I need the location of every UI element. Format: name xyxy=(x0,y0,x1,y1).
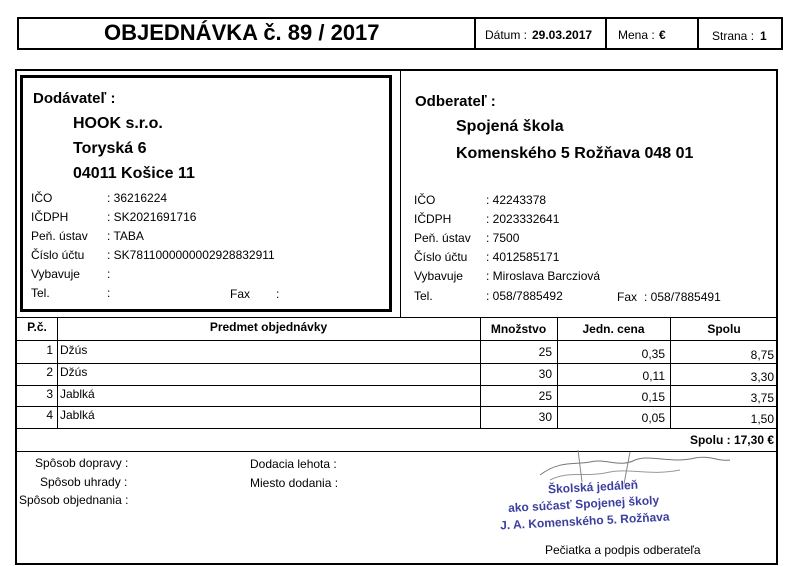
grand-total: Spolu : 17,30 € xyxy=(689,433,774,447)
page-label: Strana : xyxy=(712,29,755,43)
table-row-item: Džús xyxy=(60,365,88,379)
table-top-border xyxy=(15,317,778,318)
document-title: OBJEDNÁVKA č. 89 / 2017 xyxy=(104,20,380,45)
table-row-price: 0,35 xyxy=(641,347,665,361)
table-row-total: 8,75 xyxy=(750,348,774,362)
table-row-total: 1,50 xyxy=(750,412,774,426)
supplier-ico-value: : 36216224 xyxy=(107,191,168,205)
delivery-method-label: Spôsob dopravy : xyxy=(35,456,129,470)
stamp-line: ako súčasť Spojenej školy xyxy=(507,493,660,515)
customer-ico-value: : 42243378 xyxy=(486,193,547,207)
table-row-qty: 30 xyxy=(538,367,552,381)
table-row-no: 4 xyxy=(46,408,53,422)
col-header-qty: Množstvo xyxy=(490,322,547,336)
supplier-ico-label: IČO xyxy=(31,191,53,205)
delivery-deadline-label: Dodacia lehota : xyxy=(250,457,337,471)
supplier-city: 04011 Košice 11 xyxy=(73,165,195,182)
customer-account-value: : 4012585171 xyxy=(486,250,560,264)
table-row-no: 1 xyxy=(46,343,53,357)
table-row-border xyxy=(15,385,778,386)
supplier-account-value: : SK7811000000002928832911 xyxy=(107,248,275,262)
customer-icdph-label: IČDPH xyxy=(414,212,452,226)
supplier-account-label: Číslo účtu xyxy=(31,248,85,262)
supplier-tel-label: Tel. xyxy=(31,286,50,300)
table-row-border xyxy=(15,363,778,364)
supplier-fax-value: : xyxy=(276,287,280,301)
supplier-bank-label: Peň. ústav xyxy=(31,229,88,243)
table-row-item: Jablká xyxy=(60,408,95,422)
col-header-no: P.č. xyxy=(27,320,47,334)
table-row-no: 2 xyxy=(46,365,53,379)
col-header-item: Predmet objednávky xyxy=(209,320,328,334)
table-row-border xyxy=(15,428,778,429)
supplier-street: Toryská 6 xyxy=(73,140,147,157)
delivery-place-label: Miesto dodania : xyxy=(250,476,339,490)
table-row-qty: 25 xyxy=(538,389,552,403)
customer-bank-label: Peň. ústav xyxy=(414,231,471,245)
payment-method-label: Spôsob uhrady : xyxy=(40,475,128,489)
customer-heading: Odberateľ : xyxy=(415,93,496,110)
table-row-price: 0,11 xyxy=(642,369,665,383)
currency-value: € xyxy=(659,28,666,42)
header-divider xyxy=(697,17,699,50)
customer-ico-label: IČO xyxy=(414,193,436,207)
supplier-contact-label: Vybavuje xyxy=(31,267,80,281)
supplier-fax-label: Fax xyxy=(230,287,251,301)
customer-tel-value: : 058/7885492 xyxy=(486,289,563,303)
col-header-price: Jedn. cena xyxy=(582,322,645,336)
table-row-price: 0,05 xyxy=(641,411,665,425)
date-label: Dátum : xyxy=(485,28,528,42)
customer-fax-value: : 058/7885491 xyxy=(644,290,721,304)
customer-name: Spojená škola xyxy=(456,118,564,135)
signature-caption: Pečiatka a podpis odberateľa xyxy=(545,543,701,557)
table-row-qty: 30 xyxy=(538,410,552,424)
page-number: 1 xyxy=(760,29,767,43)
table-header-border xyxy=(15,340,778,341)
table-row-qty: 25 xyxy=(538,345,552,359)
order-method-label: Spôsob objednania : xyxy=(19,493,129,507)
customer-icdph-value: : 2023332641 xyxy=(486,212,560,226)
table-row-item: Džús xyxy=(60,343,88,357)
customer-account-label: Číslo účtu xyxy=(414,250,468,264)
customer-contact-value: : Miroslava Barcziová xyxy=(486,269,601,283)
stamp-line: J. A. Komenského 5. Rožňava xyxy=(499,509,670,533)
stamp-line: Školská jedáleň xyxy=(547,477,639,497)
supplier-contact-value: : xyxy=(107,267,111,281)
currency-label: Mena : xyxy=(618,28,655,42)
parties-divider xyxy=(400,69,401,317)
customer-contact-label: Vybavuje xyxy=(414,269,463,283)
col-header-total: Spolu xyxy=(707,322,741,336)
supplier-icdph-label: IČDPH xyxy=(31,210,69,224)
table-row-border xyxy=(15,406,778,407)
supplier-name: HOOK s.r.o. xyxy=(73,115,163,132)
customer-fax-label: Fax xyxy=(617,290,638,304)
customer-bank-value: : 7500 xyxy=(486,231,520,245)
table-row-total: 3,75 xyxy=(750,391,774,405)
header-divider xyxy=(605,17,607,50)
supplier-bank-value: : TABA xyxy=(107,229,144,243)
supplier-tel-value: : xyxy=(107,286,111,300)
table-row-price: 0,15 xyxy=(641,390,665,404)
supplier-heading: Dodávateľ : xyxy=(33,90,116,107)
header-divider xyxy=(474,17,476,50)
date-value: 29.03.2017 xyxy=(532,28,593,42)
table-row-no: 3 xyxy=(46,387,53,401)
supplier-icdph-value: : SK2021691716 xyxy=(107,210,197,224)
table-row-total: 3,30 xyxy=(750,370,774,384)
customer-tel-label: Tel. xyxy=(414,289,433,303)
customer-address: Komenského 5 Rožňava 048 01 xyxy=(456,145,694,162)
table-row-item: Jablká xyxy=(60,387,95,401)
